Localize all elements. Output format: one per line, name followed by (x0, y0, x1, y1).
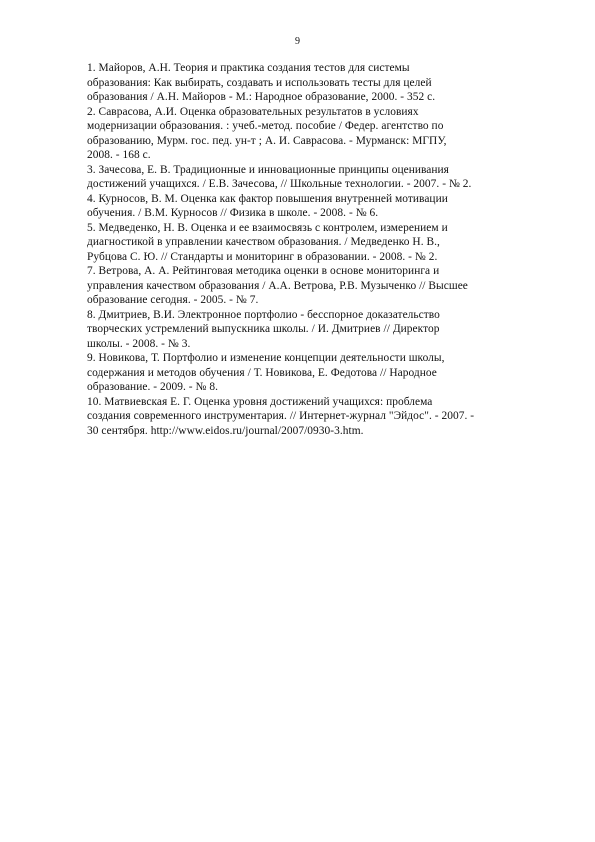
reference-line: 2. Савраcова, А.И. Оценка образовательных результатов в условиях (87, 105, 419, 118)
reference-line: достижений учащихся. / Е.В. Зачесова, // Школьные технологии. - 2007. - № 2. (87, 178, 472, 190)
reference-line: 9. Новикова, Т. Портфолио и изменение концепции деятельности школы, (87, 352, 445, 364)
reference-item (87, 221, 517, 265)
reference-line: управления качеством образования / А.А. Ветрова, Р.В. Музыченко // Высшее (87, 279, 468, 292)
reference-line: 5. Медведенко, Н. В. Оценка и ее взаимосвязь с контролем, измерением и (87, 221, 448, 234)
reference-line: школы. - 2008. - № 3. (87, 337, 191, 350)
reference-line: диагностикой в управлении качеством образования. / Медведенко Н. В., (87, 236, 440, 248)
reference-item (87, 308, 517, 352)
reference-line: содержания и методов обучения / Т. Новикова, Е. Федотова // Народное (87, 366, 437, 379)
reference-line: 30 сентября. http://www.eidos.ru/journal/2007/0930-3.htm. (87, 424, 364, 437)
reference-item (87, 163, 517, 192)
reference-item (87, 395, 517, 439)
reference-line: образования / А.Н. Майоров - М.: Народное образование, 2000. - 352 с. (87, 91, 436, 103)
reference-line: обучения. / В.М. Курносов // Физика в школе. - 2008. - № 6. (87, 207, 379, 219)
page-number: 9 (295, 36, 300, 47)
reference-line: образованию, Мурм. гос. пед. ун-т ; А. И. Саврасова. - Мурманск: МГПУ, (87, 134, 447, 147)
reference-line: творческих устремлений выпускника школы. / И. Дмитриев // Директор (87, 323, 440, 335)
reference-line: 2008. - 168 с. (87, 149, 151, 161)
reference-item (87, 264, 517, 308)
reference-line: 1. Майоров, А.Н. Теория и практика создания тестов для системы (87, 62, 410, 74)
reference-line: создания современного инструментария. // Интернет-журнал "Эйдос". - 2007. - (87, 410, 475, 422)
reference-item (87, 105, 517, 163)
reference-line: 10. Матвиевская Е. Г. Оценка уровня достижений учащихся: проблема (87, 395, 433, 408)
reference-line: 8. Дмитриев, В.И. Электронное портфолио - бесспорное доказательство (87, 308, 440, 321)
reference-item (87, 351, 517, 395)
reference-line: модернизации образования. : учеб.-метод. пособие / Федер. агентство по (87, 120, 444, 132)
reference-line: образование. - 2009. - № 8. (87, 381, 218, 393)
reference-line: Рубцова С. Ю. // Стандарты и мониторинг в образовании. - 2008. - № 2. (87, 250, 438, 263)
reference-item (87, 61, 517, 105)
reference-list (87, 61, 517, 438)
reference-line: 7. Ветрова, А. А. Рейтинговая методика оценки в основе мониторинга и (87, 265, 440, 277)
reference-line: 3. Зачесова, Е. В. Традиционные и инновационные принципы оценивания (87, 163, 449, 176)
reference-item (87, 192, 517, 221)
reference-line: образование сегодня. - 2005. - № 7. (87, 294, 259, 306)
reference-line: 4. Курносов, В. М. Оценка как фактор повышения внутренней мотивации (87, 192, 448, 205)
reference-line: образования: Как выбирать, создавать и использовать тесты для целей (87, 76, 432, 89)
